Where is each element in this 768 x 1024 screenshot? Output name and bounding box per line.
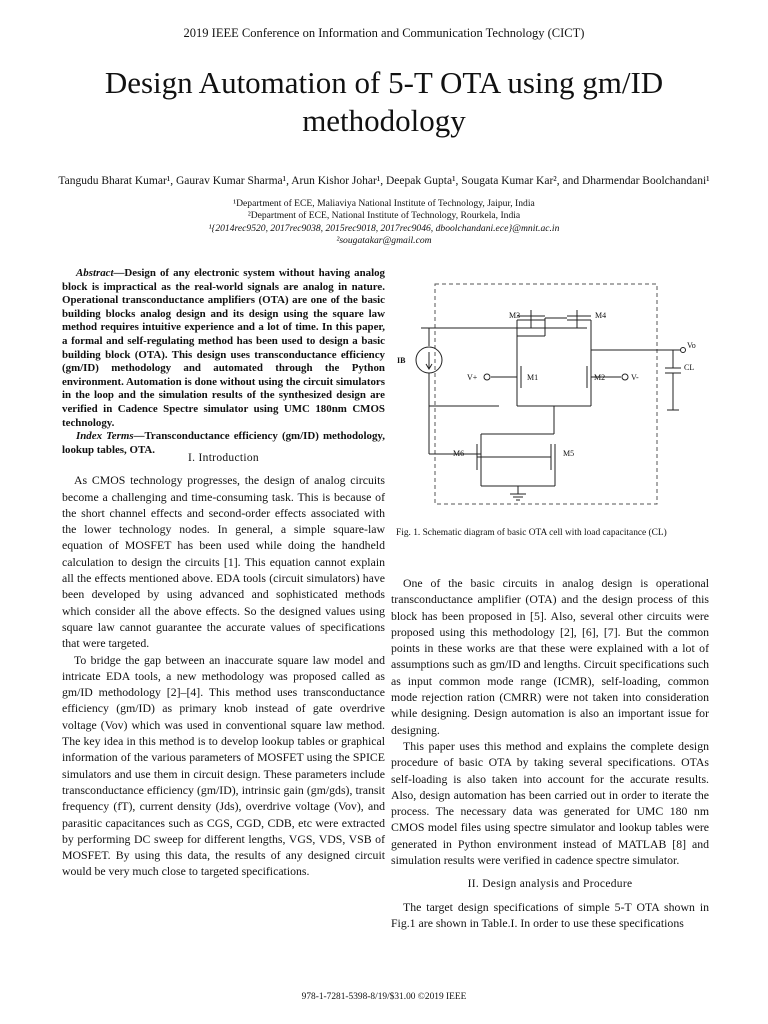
right-paragraph-1: One of the basic circuits in analog design is operational transconductance amplifier (OTA) and the design process of this block has been proposed in [5]. Also, several other circuits were proposed using this methodology [2], [6], [7]. But the common points in these works are that these were explained with a lot of assumptions such as gm/ID and lengths. Circuit specifications such as input common mode range (ICMR), self-loading, common mode rejection ration (CMRR) were not taken into consideration while designing. Design automation is also an important issue for designing. (391, 576, 709, 737)
label-m6: M6 (453, 449, 465, 458)
section-heading-introduction: I. Introduction (188, 452, 259, 464)
abstract (62, 267, 385, 457)
label-m5: M5 (563, 449, 575, 458)
paper-title: Design Automation of 5-T OTA using gm/ID methodology (104, 65, 664, 138)
abstract-text: —Design of any electronic system without having analog block is impractical as the real-world signals are analog in nature. Operational transconductance amplifiers (OTA) are one of the basic building blocks analog design and its design using the square law method requires intuitive experience and a lot of time. In this paper, a formal and self-regulating method has been used to design a basic building block (OTA). This design uses transconductance efficiency (gm/ID) methodology and automated through the Python environment. Automation is done without using the circuit simulators in the loop and the simulation results of the synthesized design are verified in Cadence Spectre simulator using UMC 180nm CMOS technology. (62, 267, 385, 429)
label-m4: M4 (595, 311, 607, 320)
conference-header: 2019 IEEE Conference on Information and Communication Technology (CICT) (183, 26, 585, 40)
right-paragraph-3: The target design specifications of simple 5-T OTA shown in Fig.1 are shown in Table.I. In order to use these specifications (391, 899, 709, 930)
abstract-label: Abstract (76, 267, 114, 279)
label-vin-plus: V+ (467, 373, 478, 382)
ota-schematic-figure (391, 280, 709, 510)
affiliation-1: ¹Department of ECE, Maliaviya National Institute of Technology, Jaipur, India (233, 198, 535, 209)
intro-paragraph-2: To bridge the gap between an inaccurate square law model and intricate EDA tools, a new methodology was proposed called as gm/ID methodology [2]–[4]. This method uses transconductance efficiency (gm/ID) as primary knob instead of gate overdrive voltage (Vov) which was used in conventional square law method. The key idea in this method is to develop lookup tables or graphical information of the various parameters of MOSFET using the SPICE simulators and use them in circuit design. These parameters include transconductance efficiency (gm/ID), intrinsic gain (gm/gds), transit frequency (fT), current density (Jds), overdrive voltage (Vov), and parasitic capacitances such as CGS, CGD, CDB, etc were extracted by performing DC sweep for different lengths, VGS, VDS, VSB of MOSFET. By using this data, the results of any designed circuit would be very much close to targeted specifications. (62, 652, 385, 879)
figure-caption: Fig. 1. Schematic diagram of basic OTA cell with load capacitance (CL) (396, 528, 667, 538)
label-m2: M2 (594, 373, 606, 382)
label-vo: Vo (687, 341, 696, 350)
label-vin-minus: V- (631, 373, 639, 382)
label-cl: CL (684, 363, 695, 372)
affiliation-2: ²Department of ECE, National Institute of Technology, Rourkela, India (247, 210, 521, 222)
label-ib: IB (397, 356, 406, 365)
affiliations (0, 198, 768, 248)
affiliation-emails: ¹{2014rec9520, 2017rec9038, 2015rec9018, 2017rec9046, dboolchandani.ece}@mnit.ac.in (208, 222, 560, 234)
section-heading-design: II. Design analysis and Procedure (467, 878, 633, 891)
label-m1: M1 (527, 373, 539, 382)
author-list: Tangudu Bharat Kumar¹, Gaurav Kumar Sharma¹, Arun Kishor Johar¹, Deepak Gupta¹, Sougata Kumar Kar², and Dharmendar Boolchandani¹ (58, 175, 710, 187)
affiliation-email-2: ²sougatakar@gmail.com (336, 235, 432, 247)
introduction-section (62, 450, 385, 880)
right-column-text (391, 575, 709, 931)
index-terms-label: Index Terms (76, 430, 134, 443)
intro-paragraph-1: As CMOS technology progresses, the design of analog circuits become a challenging and time-consuming task. This is because of the short channel effects and second-order effects associated with the lower technology nodes. In general, a simple square-law equation of MOSFET has been used while doing the handheld calculation to design the circuits [1]. This equation cannot explain all the effects mentioned above. EDA tools (circuit simulators) have been developed by using advanced and sophisticated methods which consider all the above effects. So the designed values using square law cannot guarantee the accurate values of specifications that were targeted. (62, 473, 385, 651)
label-m3: M3 (509, 311, 521, 320)
index-terms-text: —Transconductance efficiency (gm/ID) methodology, lookup tables, OTA. (62, 430, 385, 456)
footer-copyright: 978-1-7281-5398-8/19/$31.00 ©2019 IEEE (301, 992, 467, 1002)
dashed-boundary (435, 284, 657, 504)
right-paragraph-2: This paper uses this method and explains the complete design procedure of basic OTA by taking several specifications. OTAs self-loading is also taken into account for the accurate results. Also, design automation has been carried out in order to iterate the process. The necessary data was generated for UMC 180 nm CMOS model files using spectre simulator and lookup tables were generated in Python environment instead of MATLAB [8] and simulation results were verified in cadence spectre simulator. (391, 738, 709, 868)
